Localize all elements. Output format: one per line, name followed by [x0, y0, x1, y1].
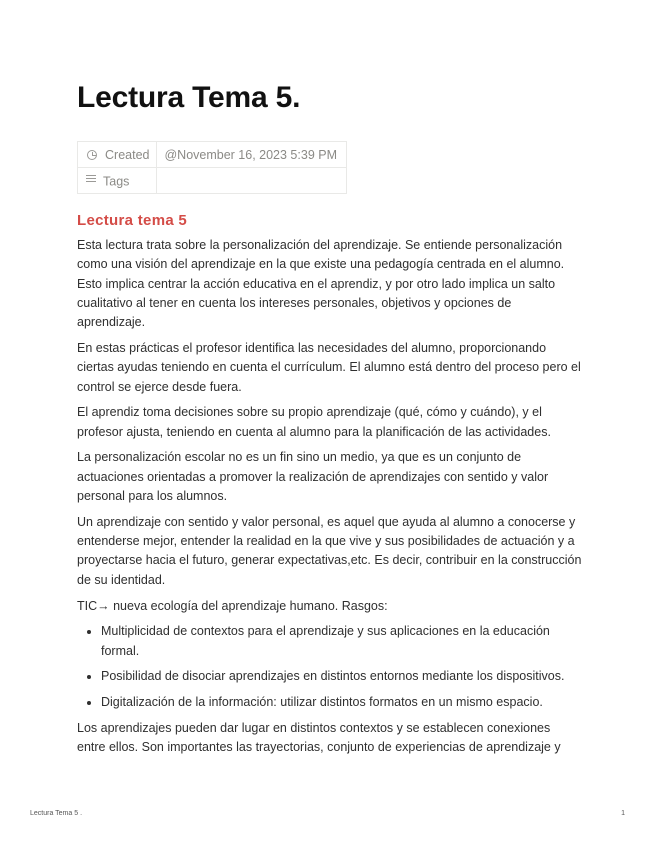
paragraph: El aprendiz toma decisiones sobre su propio aprendizaje (qué, cómo y cuándo), y el profesor ajusta, teniendo en cuenta al alumno para la planificación de las actividades.: [77, 405, 551, 439]
created-label: Created: [105, 147, 150, 162]
property-key-tags: [78, 168, 157, 194]
property-row-tags: [78, 168, 347, 194]
page-number: 1: [621, 810, 625, 817]
bullet-item: • Digitalización de la información: utilizar distintos formatos en un mismo espacio.: [101, 693, 582, 712]
bullet-item: • Multiplicidad de contextos para el aprendizaje y sus aplicaciones en la educación formal.: [101, 622, 582, 661]
paragraph: Los aprendizajes pueden dar lugar en distintos contextos y se establecen conexiones entre ellos. Son importantes las trayectorias, conjunto de experiencias de aprendizaje y: [77, 721, 561, 755]
paragraph: TIC→ nueva ecología del aprendizaje humano. Rasgos:: [77, 598, 388, 613]
paragraph: Un aprendizaje con sentido y valor personal, es aquel que ayuda al alumno a conocerse y entenderse mejor, entender la realidad en la que vive y sus posibilidades de actuación y a proyectarse hacia el futuro, generar expectativas,etc. Es decir, contribuir en la construcción de su identidad.: [77, 514, 582, 587]
tags-label: Tags: [103, 174, 130, 189]
page-title: Lectura Tema 5.: [77, 81, 301, 114]
list-icon: [86, 173, 96, 185]
tags-value: [157, 168, 347, 194]
property-key-created: [78, 142, 157, 168]
bullet-item: • Posibilidad de disociar aprendizajes en distintos entornos mediante los dispositivos.: [101, 667, 582, 686]
footer-title: Lectura Tema 5 .: [30, 810, 83, 817]
clock-icon: [87, 150, 97, 160]
paragraph: La personalización escolar no es un fin sino un medio, ya que es un conjunto de actuaciones orientadas a promover la realización de aprendizajes con sentido y valor personal para los alumnos.: [77, 450, 549, 504]
created-value: @November 16, 2023 5:39 PM: [157, 142, 347, 168]
paragraph: En estas prácticas el profesor identifica las necesidades del alumno, proporcionando ciertas ayudas teniendo en cuenta el currículum. El alumno está dentro del proceso pero el control se ejerce desde fuera.: [77, 340, 581, 394]
bullet-list: [77, 622, 582, 712]
property-row-created: [78, 142, 347, 168]
properties-table: [77, 141, 347, 194]
paragraph: Esta lectura trata sobre la personalización del aprendizaje. Se entiende personalización como una visión del aprendizaje en la que existe una pedagogía centrada en el alumno. Esto implica centrar la acción educativa en el aprendiz, y por otro lado implica un salto cualitativo al tener en cuenta los intereses personales, objetivos y opciones de aprendizaje.: [77, 238, 565, 330]
section-heading: Lectura tema 5: [77, 212, 188, 229]
document-body: [77, 236, 582, 764]
